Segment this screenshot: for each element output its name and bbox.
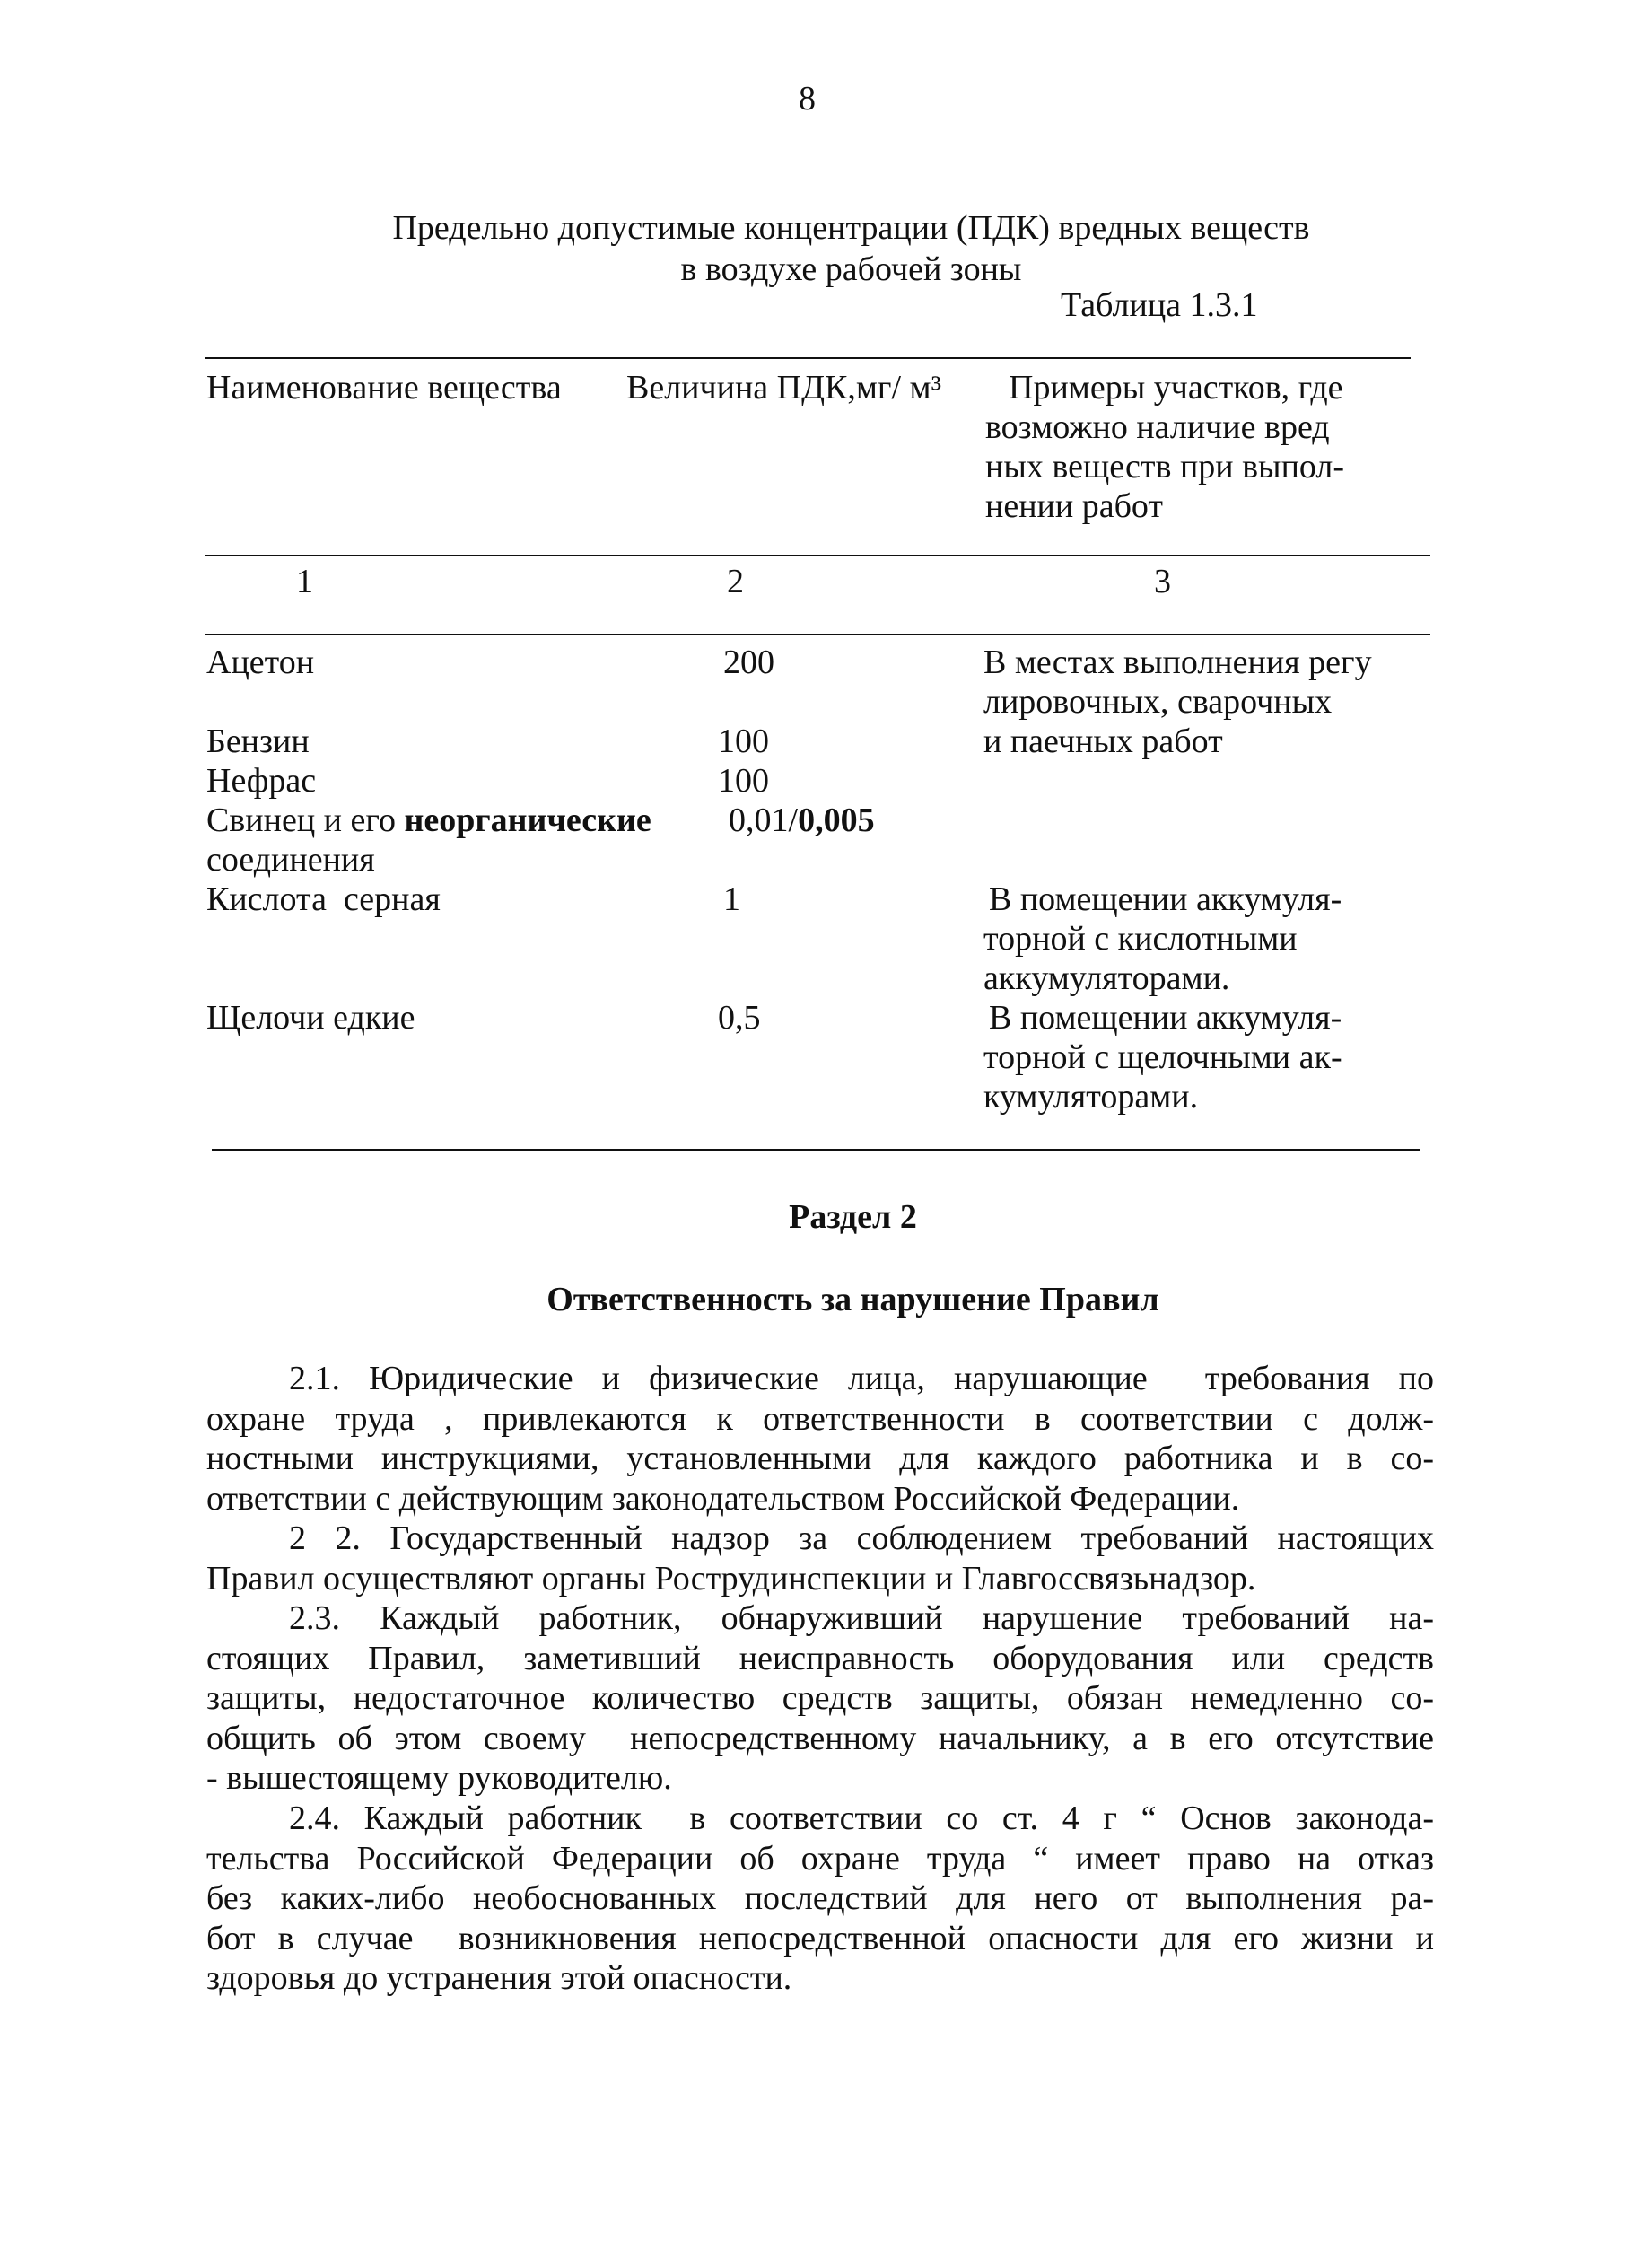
column-number-1: 1 bbox=[296, 563, 313, 600]
table-row-example bbox=[983, 880, 1342, 998]
example-line: В местах выполнения регу bbox=[983, 643, 1372, 681]
section-number: Раздел 2 bbox=[789, 1198, 917, 1236]
table-title-line-1: Предельно допустимые концентрации (ПДК) вредных веществ bbox=[392, 209, 1310, 247]
paragraph-line: здоровья до устранения этой опасности. bbox=[206, 1959, 792, 1997]
example-line: торной с щелочными ак- bbox=[983, 1038, 1342, 1076]
example-line: В помещении аккумуля- bbox=[989, 999, 1342, 1037]
table-row-substance: Ацетон bbox=[206, 643, 315, 681]
header-examples-line: нении работ bbox=[985, 487, 1164, 525]
header-examples-line: ных веществ при выпол- bbox=[985, 448, 1345, 486]
table-row-substance: Нефрас bbox=[206, 762, 317, 800]
value-text-bold: 0,005 bbox=[798, 801, 875, 839]
paragraph-line: стоящих Правил, заметивший неисправность оборудования или средств bbox=[206, 1639, 1434, 1677]
header-value: Величина ПДК,мг/ м³ bbox=[626, 369, 941, 407]
column-number-3: 3 bbox=[1154, 563, 1171, 600]
table-row-value: 0,5 bbox=[718, 999, 761, 1037]
substance-text-bold: неорганические bbox=[404, 801, 651, 839]
example-line: аккумуляторами. bbox=[983, 959, 1230, 997]
paragraph-line: охране труда , привлекаются к ответственности в соответствии с долж- bbox=[206, 1399, 1434, 1438]
paragraph-line: 2 2. Государственный надзор за соблюдением требований настоящих bbox=[289, 1519, 1434, 1557]
table-row-substance: Щелочи едкие bbox=[206, 999, 415, 1037]
paragraph-line: тельства Российской Федерации об охране труда “ имеет право на отказ bbox=[206, 1839, 1434, 1878]
table-row-substance: Бензин bbox=[206, 722, 310, 760]
paragraph-line: Правил осуществляют органы Рострудинспекции и Главгоссвязьнадзор. bbox=[206, 1559, 1256, 1598]
paragraph-line: бот в случае возникновения непосредственной опасности для его жизни и bbox=[206, 1919, 1434, 1957]
table-row-value bbox=[729, 801, 875, 840]
table-row-value: 200 bbox=[723, 643, 774, 681]
column-number-2: 2 bbox=[727, 563, 744, 600]
table-row-substance: Кислота серная bbox=[206, 880, 441, 918]
table-title-line-2: в воздухе рабочей зоны bbox=[680, 250, 1022, 288]
paragraph-2-3 bbox=[206, 1598, 1434, 1799]
paragraph-line: 2.3. Каждый работник, обнаруживший нарушение требований на- bbox=[289, 1599, 1434, 1637]
paragraph-2-1 bbox=[206, 1359, 1434, 1519]
example-line: В помещении аккумуля- bbox=[989, 880, 1342, 918]
paragraph-line: 2.4. Каждый работник в соответствии со ст. 4 г “ Основ законода- bbox=[289, 1799, 1434, 1837]
paragraph-line: 2.1. Юридические и физические лица, нарушающие требования по bbox=[289, 1360, 1434, 1397]
paragraph-2-2 bbox=[206, 1519, 1434, 1598]
paragraph-line: - вышестоящему руководителю. bbox=[206, 1759, 672, 1797]
substance-text: Свинец и его bbox=[206, 801, 405, 839]
example-line: торной с кислотными bbox=[983, 920, 1298, 958]
table-row-value: 1 bbox=[723, 880, 740, 918]
table-row-value: 100 bbox=[718, 722, 769, 760]
paragraph-line: ответствии с действующим законодательством Российской Федерации. bbox=[206, 1479, 1240, 1518]
paragraph-2-4 bbox=[206, 1799, 1434, 1999]
substance-text-line2: соединения bbox=[206, 841, 375, 879]
paragraph-line: защиты, недостаточное количество средств защиты, обязан немедленно со- bbox=[206, 1679, 1434, 1717]
table-top-rule bbox=[205, 357, 1411, 359]
table-row-substance bbox=[206, 801, 651, 880]
example-line: лировочных, сварочных bbox=[983, 683, 1333, 721]
value-text: 0,01/ bbox=[729, 801, 799, 839]
paragraph-line: общить об этом своему непосредственному начальнику, а в его отсутствие bbox=[206, 1719, 1434, 1757]
table-bottom-rule bbox=[212, 1149, 1420, 1151]
example-line: кумуляторами. bbox=[983, 1078, 1199, 1116]
header-examples-line: Примеры участков, где bbox=[1009, 369, 1343, 407]
paragraph-line: ностными инструкциями, установленными для каждого работника и в со- bbox=[206, 1440, 1434, 1477]
table-row-example bbox=[983, 998, 1342, 1116]
paragraph-line: без каких-либо необоснованных последствий для него от выполнения ра- bbox=[206, 1879, 1434, 1917]
section-heading: Ответственность за нарушение Правил bbox=[546, 1281, 1159, 1318]
table-row-example bbox=[983, 643, 1372, 761]
table-row-value: 100 bbox=[718, 762, 769, 800]
table-label: Таблица 1.3.1 bbox=[1061, 286, 1258, 324]
numbers-bottom-rule bbox=[205, 634, 1430, 635]
page-number: 8 bbox=[799, 80, 816, 118]
header-examples bbox=[985, 368, 1344, 526]
header-bottom-rule bbox=[205, 555, 1430, 556]
header-examples-line: возможно наличие вред bbox=[985, 408, 1330, 446]
example-line: и паечных работ bbox=[983, 722, 1223, 760]
header-substance: Наименование вещества bbox=[206, 369, 562, 407]
